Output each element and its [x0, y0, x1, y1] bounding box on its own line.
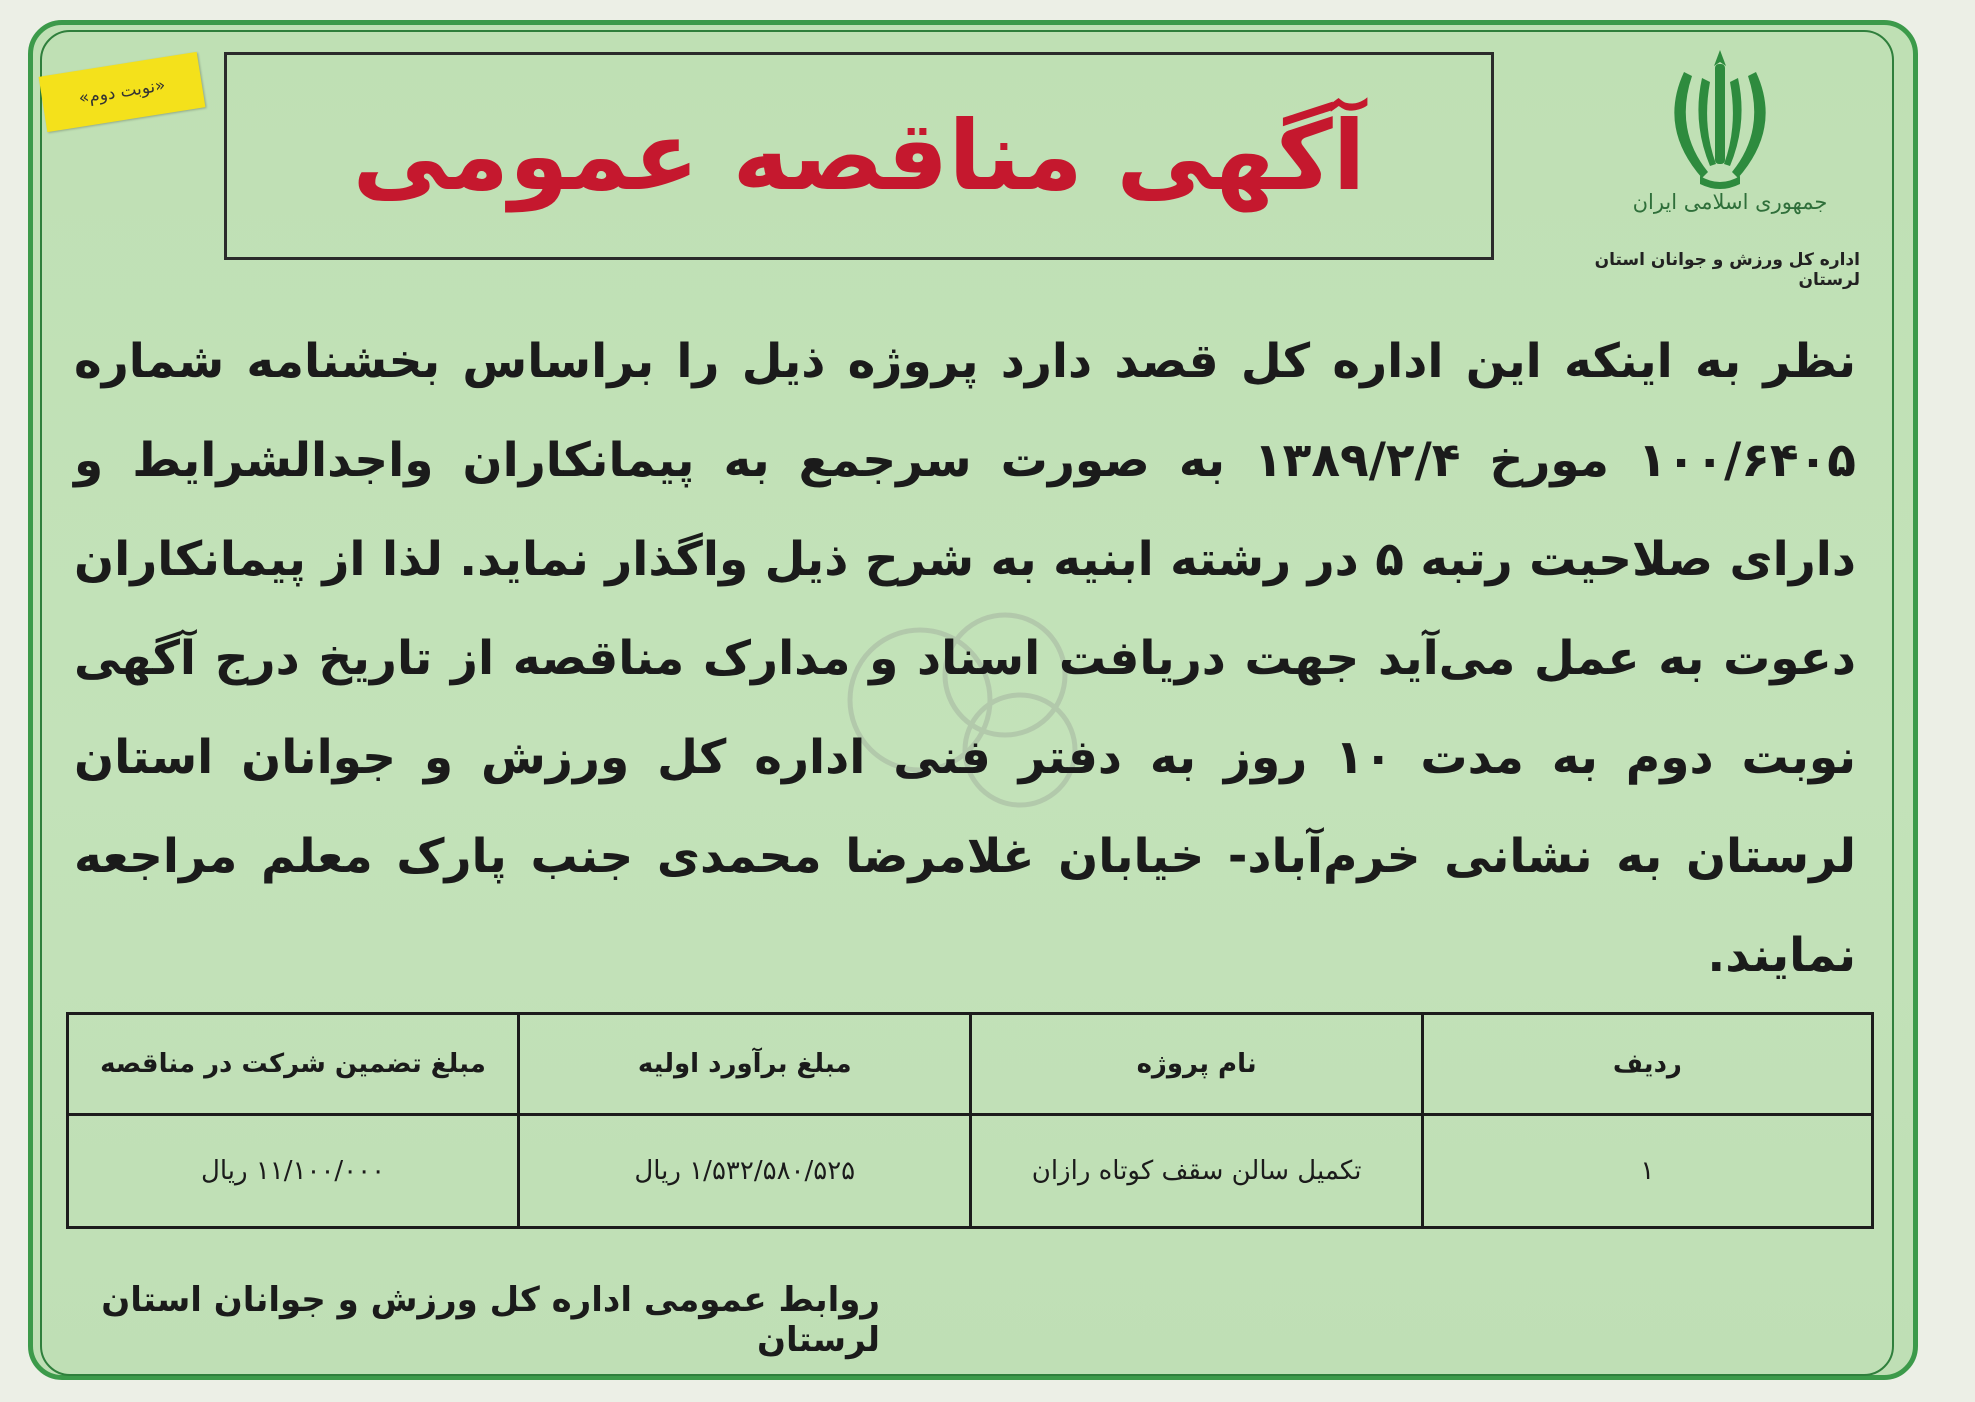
cell-bid-guarantee: ۱۱/۱۰۰/۰۰۰ ریال [68, 1115, 519, 1228]
publication-round-sticker: «نوبت دوم» [39, 52, 206, 132]
header-initial-estimate: مبلغ برآورد اولیه [519, 1014, 971, 1115]
title-box [224, 52, 1494, 260]
department-name: اداره کل ورزش و جوانان استان لرستان [1594, 250, 1860, 290]
emblem-caption: جمهوری اسلامی ایران [1632, 190, 1828, 214]
cell-project-name: تکمیل سالن سقف کوتاه رازان [971, 1115, 1422, 1228]
header-row-number: ردیف [1422, 1014, 1872, 1115]
iran-emblem-icon [1640, 38, 1800, 198]
cell-initial-estimate: ۱/۵۳۲/۵۸۰/۵۲۵ ریال [519, 1115, 971, 1228]
table-row [68, 1115, 1873, 1228]
page-title: آگهی مناقصه عمومی [352, 100, 1366, 212]
header-project-name: نام پروژه [971, 1014, 1422, 1115]
header-bid-guarantee: مبلغ تضمین شرکت در مناقصه [68, 1014, 519, 1115]
footer-signature: روابط عمومی اداره کل ورزش و جوانان استان لرستان [101, 1280, 880, 1360]
notice-body: نظر به اینکه این اداره کل قصد دارد پروژه ذیل را براساس بخشنامه شماره ۱۰۰/۶۴۰۵ مورخ ۱۳۸۹/۲/۴ به صورت سرجمع به پیمانکاران واجدالشرایط و دارای صلاحیت رتبه ۵ در رشته ابنیه به شرح ذیل واگذار نماید. لذا از پیمانکاران دعوت به عمل می‌آید جهت دریافت اسناد و مدارک مناقصه از تاریخ درج آگهی نوبت دوم به مدت ۱۰ روز به دفتر فنی اداره کل ورزش و جوانان استان لرستان به نشانی خرم‌آباد- خیابان غلامرضا محمدی جنب پارک معلم مراجعه نمایند. [74, 334, 1857, 983]
tender-table [66, 1012, 1874, 1229]
table-header-row [68, 1014, 1873, 1115]
cell-row-number: ۱ [1422, 1115, 1872, 1228]
